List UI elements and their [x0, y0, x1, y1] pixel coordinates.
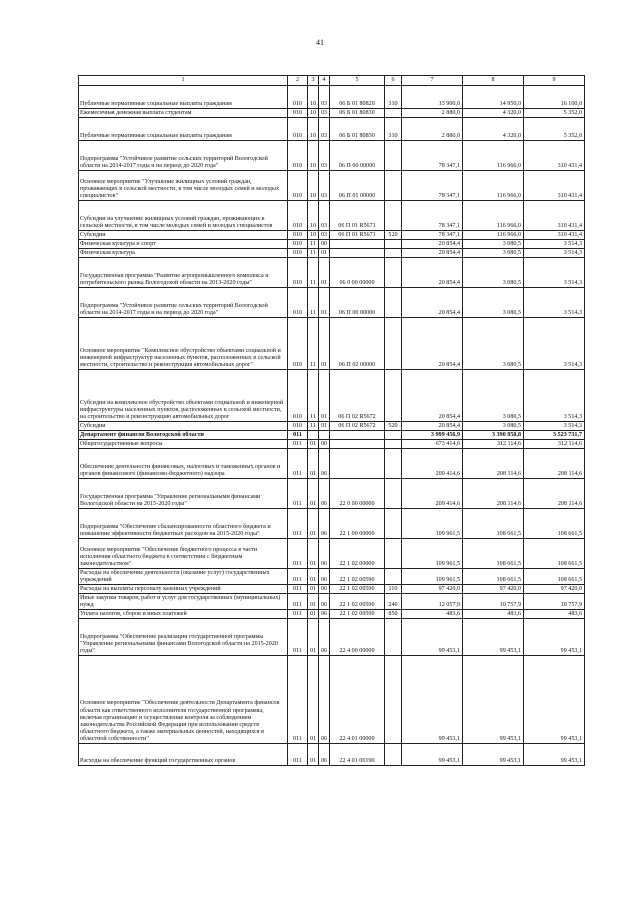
table-row: [79, 610, 585, 619]
row-rz-cell: 01: [308, 619, 319, 656]
row-vr-cell: [385, 431, 402, 440]
row-amount-2-cell: 3 080,5: [463, 370, 524, 422]
row-amount-1-cell: 20 854,4: [402, 422, 463, 431]
row-vr-cell: 520: [385, 422, 402, 431]
row-pr-cell: 01: [319, 370, 330, 422]
row-name-cell: Обеспечение деятельности финансовых, налоговых и таможенных органов и органов финансового (финансово-бюджетного) надзора: [79, 449, 288, 479]
row-name-cell: Подпрограмма "Обеспечение сбалансированности областного бюджета и повышение эффективности бюджетных расходов на 2015-2020 годы": [79, 509, 288, 539]
row-name-cell: Расходы на обеспечение деятельности (оказание услуг) государственных учреждений: [79, 569, 288, 585]
row-rz-cell: 01: [308, 569, 319, 585]
row-amount-1-cell: 99 453,1: [402, 619, 463, 656]
row-name-cell: Физическая культура: [79, 249, 288, 258]
row-vid-cell: 010: [288, 109, 308, 118]
row-amount-3-cell: 108 661,5: [524, 509, 585, 539]
row-rz-cell: 01: [308, 479, 319, 509]
row-csr-cell: 06 П 01 00000: [330, 171, 385, 201]
row-name-cell: Подпрограмма "Устойчивое развитие сельских территорий Вологодской области на 2014-2017 годы и на период до 2020 года": [79, 141, 288, 171]
row-csr-cell: 06 Б 01 80820: [330, 86, 385, 109]
row-rz-cell: 01: [308, 610, 319, 619]
row-amount-2-cell: 3 080,5: [463, 258, 524, 288]
row-amount-3-cell: 312 114,6: [524, 440, 585, 449]
table-row: [79, 318, 585, 370]
row-name-cell: Государственная программа "Развитие агропромышленного комплекса и потребительского рынка Вологодской области на 2013-2020 годы": [79, 258, 288, 288]
row-csr-cell: 22 4 01 00190: [330, 744, 385, 766]
row-amount-1-cell: 78 347,1: [402, 201, 463, 231]
row-amount-2-cell: 108 661,5: [463, 509, 524, 539]
row-vid-cell: 010: [288, 86, 308, 109]
table-row: [79, 744, 585, 766]
row-vr-cell: [385, 440, 402, 449]
row-csr-cell: 22 1 02 00590: [330, 594, 385, 610]
table-row: [79, 288, 585, 318]
table-row: [79, 585, 585, 594]
row-name-cell: Подпрограмма "Обеспечение реализации государственной программы "Управление региональными финансами Вологодской области на 2015-2020 годы": [79, 619, 288, 656]
row-rz-cell: 01: [308, 594, 319, 610]
table-row: [79, 109, 585, 118]
row-amount-3-cell: 483,6: [524, 610, 585, 619]
row-csr-cell: 22 1 02 00590: [330, 610, 385, 619]
row-csr-cell: 22 1 02 00590: [330, 569, 385, 585]
column-header-4: 4: [319, 76, 330, 86]
row-name-cell: Публичные нормативные социальные выплаты гражданам: [79, 118, 288, 141]
budget-table: [78, 75, 585, 766]
row-name-cell: Публичные нормативные социальные выплаты гражданам: [79, 86, 288, 109]
row-amount-3-cell: 10 757,9: [524, 594, 585, 610]
row-amount-3-cell: 3 514,3: [524, 258, 585, 288]
table-row: [79, 539, 585, 569]
row-name-cell: Основное мероприятие "Обеспечение бюджетного процесса в части исполнения областного бюджета в соответствии с бюджетным законодательством": [79, 539, 288, 569]
row-csr-cell: 06 0 00 00000: [330, 258, 385, 288]
row-csr-cell: 22 1 02 00000: [330, 539, 385, 569]
row-csr-cell: 06 П 01 R5671: [330, 201, 385, 231]
row-pr-cell: 06: [319, 656, 330, 744]
row-csr-cell: [330, 449, 385, 479]
row-vid-cell: 011: [288, 656, 308, 744]
row-pr-cell: 03: [319, 171, 330, 201]
row-rz-cell: 11: [308, 240, 319, 249]
row-csr-cell: 06 Б 01 80830: [330, 109, 385, 118]
table-row: [79, 370, 585, 422]
row-name-cell: Субсидии на улучшение жилищных условий граждан, проживающих в сельской местности, в том числе молодых семей и молодых специалистов: [79, 201, 288, 231]
row-pr-cell: 06: [319, 619, 330, 656]
row-vid-cell: 011: [288, 594, 308, 610]
row-pr-cell: 06: [319, 509, 330, 539]
row-csr-cell: [330, 240, 385, 249]
row-rz-cell: 11: [308, 318, 319, 370]
column-header-7: 7: [402, 76, 463, 86]
row-vid-cell: 011: [288, 479, 308, 509]
row-csr-cell: 22 4 00 00000: [330, 619, 385, 656]
row-rz-cell: 10: [308, 86, 319, 109]
row-amount-1-cell: 20 854,4: [402, 288, 463, 318]
row-vid-cell: 010: [288, 370, 308, 422]
page-number: 41: [316, 38, 324, 47]
row-vr-cell: [385, 249, 402, 258]
row-amount-2-cell: 99 453,1: [463, 619, 524, 656]
row-amount-2-cell: 3 080,5: [463, 318, 524, 370]
row-pr-cell: 01: [319, 318, 330, 370]
row-csr-cell: 06 П 00 00000: [330, 141, 385, 171]
row-rz-cell: [308, 431, 319, 440]
row-csr-cell: 22 1 00 00000: [330, 509, 385, 539]
table-row: [79, 86, 585, 109]
row-amount-3-cell: 310 431,4: [524, 231, 585, 240]
row-vid-cell: 010: [288, 422, 308, 431]
row-rz-cell: 01: [308, 744, 319, 766]
column-header-3: 3: [308, 76, 319, 86]
row-vid-cell: 011: [288, 539, 308, 569]
row-amount-2-cell: 3 080,5: [463, 288, 524, 318]
row-amount-1-cell: 97 420,0: [402, 585, 463, 594]
row-amount-2-cell: 208 114,6: [463, 449, 524, 479]
row-vid-cell: 011: [288, 610, 308, 619]
row-rz-cell: 10: [308, 231, 319, 240]
row-csr-cell: 22 4 01 00000: [330, 656, 385, 744]
row-amount-2-cell: 10 757,9: [463, 594, 524, 610]
row-rz-cell: 01: [308, 539, 319, 569]
row-amount-1-cell: 209 414,6: [402, 479, 463, 509]
row-vr-cell: [385, 449, 402, 479]
row-pr-cell: 01: [319, 288, 330, 318]
row-pr-cell: 06: [319, 594, 330, 610]
row-amount-2-cell: 99 453,1: [463, 744, 524, 766]
row-csr-cell: [330, 249, 385, 258]
row-csr-cell: [330, 440, 385, 449]
row-amount-2-cell: 3 080,5: [463, 422, 524, 431]
row-amount-2-cell: 99 453,1: [463, 656, 524, 744]
table-row: [79, 258, 585, 288]
row-amount-2-cell: 4 320,0: [463, 109, 524, 118]
table-row: [79, 249, 585, 258]
row-vr-cell: 310: [385, 118, 402, 141]
row-amount-3-cell: 99 453,1: [524, 619, 585, 656]
row-amount-2-cell: 116 966,0: [463, 171, 524, 201]
row-pr-cell: 00: [319, 440, 330, 449]
row-amount-3-cell: 208 114,6: [524, 479, 585, 509]
row-name-cell: Ежемесячная денежная выплата студентам: [79, 109, 288, 118]
row-rz-cell: 11: [308, 422, 319, 431]
row-amount-3-cell: 310 431,4: [524, 201, 585, 231]
row-name-cell: Основное мероприятие "Комплексное обустройство объектами социальной и инженерной инфраструктур населенных пунктов, расположенных в сельской местности, строительство и реконструкция автомобильных дорог": [79, 318, 288, 370]
row-amount-3-cell: 99 453,1: [524, 656, 585, 744]
row-pr-cell: 01: [319, 258, 330, 288]
row-vid-cell: 010: [288, 318, 308, 370]
row-vid-cell: 011: [288, 619, 308, 656]
row-amount-3-cell: 3 514,3: [524, 240, 585, 249]
row-vr-cell: [385, 539, 402, 569]
row-amount-1-cell: 20 854,4: [402, 258, 463, 288]
row-name-cell: Департамент финансов Вологодской области: [79, 431, 288, 440]
row-pr-cell: 03: [319, 231, 330, 240]
row-rz-cell: 11: [308, 258, 319, 288]
table-row: [79, 619, 585, 656]
row-amount-1-cell: 2 880,0: [402, 118, 463, 141]
row-name-cell: Иные закупки товаров, работ и услуг для государственных (муниципальных) нужд: [79, 594, 288, 610]
row-vid-cell: 010: [288, 141, 308, 171]
row-amount-2-cell: 3 390 858,8: [463, 431, 524, 440]
row-name-cell: Субсидии на комплексное обустройство объектами социальной и инженерной инфраструктуры населенных пунктов, расположенных в сельской местности, на строительство и реконструкцию автомобильных дорог: [79, 370, 288, 422]
row-vid-cell: 011: [288, 569, 308, 585]
row-pr-cell: 03: [319, 201, 330, 231]
row-csr-cell: [330, 431, 385, 440]
row-rz-cell: 11: [308, 249, 319, 258]
row-vr-cell: [385, 744, 402, 766]
row-amount-1-cell: 99 453,1: [402, 744, 463, 766]
row-amount-2-cell: 116 966,0: [463, 231, 524, 240]
row-vr-cell: 110: [385, 585, 402, 594]
row-name-cell: Подпрограмма "Устойчивое развитие сельских территорий Вологодской области на 2014-2017 годы и на период до 2020 года": [79, 288, 288, 318]
row-pr-cell: 06: [319, 449, 330, 479]
row-amount-2-cell: 116 966,0: [463, 201, 524, 231]
row-vr-cell: [385, 141, 402, 171]
row-rz-cell: 11: [308, 288, 319, 318]
row-name-cell: Расходы на обеспечение функций государственных органов: [79, 744, 288, 766]
row-csr-cell: 06 П 01 R5671: [330, 231, 385, 240]
row-vid-cell: 011: [288, 440, 308, 449]
table-header-row: [79, 76, 585, 86]
row-amount-3-cell: 3 514,3: [524, 370, 585, 422]
table-row: [79, 201, 585, 231]
row-vr-cell: [385, 370, 402, 422]
row-amount-3-cell: 97 420,0: [524, 585, 585, 594]
row-name-cell: Основное мероприятие "Улучшение жилищных условий граждан, проживающих в сельской местности, в том числе молодых семей и молодых специалистов": [79, 171, 288, 201]
row-amount-1-cell: 109 961,5: [402, 539, 463, 569]
row-amount-2-cell: 4 320,0: [463, 118, 524, 141]
row-vr-cell: [385, 479, 402, 509]
row-amount-1-cell: 78 347,1: [402, 141, 463, 171]
row-vr-cell: [385, 619, 402, 656]
row-amount-2-cell: 97 420,0: [463, 585, 524, 594]
row-amount-3-cell: 3 514,3: [524, 318, 585, 370]
table-row: [79, 118, 585, 141]
row-name-cell: Основное мероприятие "Обеспечение деятельности Департамента финансов области как ответственного исполнителя государственной программы, включая организацию и осуществление контроля за соблюдением законодательства Российской Федерации при использовании средств областного бюджета, а также материальных ценностей, находящихся в областной собственности": [79, 656, 288, 744]
row-amount-3-cell: 310 431,4: [524, 171, 585, 201]
row-amount-3-cell: 5 352,0: [524, 118, 585, 141]
row-amount-2-cell: 312 114,6: [463, 440, 524, 449]
row-pr-cell: 03: [319, 86, 330, 109]
row-amount-1-cell: 78 347,1: [402, 171, 463, 201]
row-vr-cell: [385, 171, 402, 201]
row-vid-cell: 011: [288, 431, 308, 440]
row-rz-cell: 10: [308, 118, 319, 141]
row-amount-1-cell: 3 999 456,9: [402, 431, 463, 440]
row-amount-2-cell: 108 661,5: [463, 569, 524, 585]
table-row: [79, 569, 585, 585]
row-vid-cell: 011: [288, 509, 308, 539]
row-vr-cell: 310: [385, 86, 402, 109]
row-pr-cell: 06: [319, 585, 330, 594]
row-csr-cell: 06 П 02 00000: [330, 318, 385, 370]
table-row: [79, 440, 585, 449]
row-pr-cell: 06: [319, 479, 330, 509]
row-amount-3-cell: 99 453,1: [524, 744, 585, 766]
row-csr-cell: 06 П 02 R5672: [330, 370, 385, 422]
column-header-6: 6: [385, 76, 402, 86]
row-rz-cell: 01: [308, 656, 319, 744]
row-csr-cell: 06 П 02 R5672: [330, 422, 385, 431]
row-amount-3-cell: 208 114,6: [524, 449, 585, 479]
row-rz-cell: 10: [308, 109, 319, 118]
row-name-cell: Государственная программа "Управление региональными финансами Вологодской области на 2015-2020 годы": [79, 479, 288, 509]
row-vid-cell: 010: [288, 258, 308, 288]
row-vid-cell: 010: [288, 288, 308, 318]
table-row: [79, 431, 585, 440]
row-csr-cell: 06 Б 01 80830: [330, 118, 385, 141]
row-amount-2-cell: 14 950,0: [463, 86, 524, 109]
row-vr-cell: 850: [385, 610, 402, 619]
column-header-1: 1: [79, 76, 288, 86]
row-amount-2-cell: 483,6: [463, 610, 524, 619]
row-amount-1-cell: 109 961,5: [402, 509, 463, 539]
row-pr-cell: 01: [319, 422, 330, 431]
row-pr-cell: 03: [319, 118, 330, 141]
row-amount-3-cell: 5 352,0: [524, 109, 585, 118]
row-pr-cell: 06: [319, 569, 330, 585]
table-row: [79, 141, 585, 171]
row-pr-cell: 03: [319, 141, 330, 171]
row-vr-cell: [385, 201, 402, 231]
row-vr-cell: [385, 240, 402, 249]
column-header-9: 9: [524, 76, 585, 86]
row-name-cell: Общегосударственные вопросы: [79, 440, 288, 449]
row-amount-1-cell: 209 414,6: [402, 449, 463, 479]
row-pr-cell: 01: [319, 249, 330, 258]
row-amount-1-cell: 20 854,4: [402, 318, 463, 370]
row-amount-3-cell: 3 523 731,7: [524, 431, 585, 440]
row-amount-1-cell: 12 057,9: [402, 594, 463, 610]
table-body: [79, 86, 585, 766]
row-amount-3-cell: 3 514,3: [524, 249, 585, 258]
row-amount-3-cell: 108 661,5: [524, 539, 585, 569]
row-amount-2-cell: 3 080,5: [463, 249, 524, 258]
row-vid-cell: 010: [288, 240, 308, 249]
row-pr-cell: 06: [319, 539, 330, 569]
row-vr-cell: [385, 509, 402, 539]
row-amount-2-cell: 208 114,6: [463, 479, 524, 509]
row-name-cell: Расходы на выплаты персоналу казенных учреждений: [79, 585, 288, 594]
row-vr-cell: [385, 109, 402, 118]
table-row: [79, 449, 585, 479]
row-amount-3-cell: 3 514,3: [524, 422, 585, 431]
row-rz-cell: 01: [308, 449, 319, 479]
row-rz-cell: 01: [308, 440, 319, 449]
row-rz-cell: 10: [308, 141, 319, 171]
row-vr-cell: 520: [385, 231, 402, 240]
row-amount-1-cell: 20 854,4: [402, 240, 463, 249]
row-vid-cell: 011: [288, 449, 308, 479]
table-row: [79, 479, 585, 509]
row-vr-cell: [385, 258, 402, 288]
row-amount-1-cell: 20 854,4: [402, 249, 463, 258]
row-vid-cell: 011: [288, 744, 308, 766]
row-amount-1-cell: 20 854,4: [402, 370, 463, 422]
table-row: [79, 509, 585, 539]
table-row: [79, 171, 585, 201]
row-vid-cell: 010: [288, 171, 308, 201]
row-pr-cell: [319, 431, 330, 440]
row-amount-1-cell: 13 900,0: [402, 86, 463, 109]
row-name-cell: Субсидии: [79, 422, 288, 431]
row-pr-cell: 06: [319, 610, 330, 619]
row-amount-3-cell: 310 431,4: [524, 141, 585, 171]
row-name-cell: Уплата налогов, сборов и иных платежей: [79, 610, 288, 619]
row-amount-2-cell: 116 966,0: [463, 141, 524, 171]
column-header-8: 8: [463, 76, 524, 86]
table-row: [79, 656, 585, 744]
row-vid-cell: 010: [288, 118, 308, 141]
table-row: [79, 240, 585, 249]
column-header-2: 2: [288, 76, 308, 86]
row-amount-2-cell: 3 080,5: [463, 240, 524, 249]
row-name-cell: Физическая культура и спорт: [79, 240, 288, 249]
budget-table-container: [78, 75, 584, 766]
row-amount-3-cell: 108 661,5: [524, 569, 585, 585]
row-vid-cell: 010: [288, 249, 308, 258]
row-amount-3-cell: 16 100,0: [524, 86, 585, 109]
row-vr-cell: [385, 569, 402, 585]
row-vr-cell: 240: [385, 594, 402, 610]
table-row: [79, 594, 585, 610]
row-csr-cell: 22 0 00 00000: [330, 479, 385, 509]
row-rz-cell: 01: [308, 585, 319, 594]
row-rz-cell: 10: [308, 201, 319, 231]
row-pr-cell: 03: [319, 109, 330, 118]
row-rz-cell: 01: [308, 509, 319, 539]
row-vr-cell: [385, 288, 402, 318]
row-rz-cell: 10: [308, 171, 319, 201]
row-amount-1-cell: 78 347,1: [402, 231, 463, 240]
row-csr-cell: 22 1 02 00590: [330, 585, 385, 594]
row-amount-3-cell: 3 514,3: [524, 288, 585, 318]
row-amount-1-cell: 673 414,6: [402, 440, 463, 449]
row-vid-cell: 011: [288, 585, 308, 594]
table-row: [79, 231, 585, 240]
row-vid-cell: 010: [288, 231, 308, 240]
table-row: [79, 422, 585, 431]
row-vid-cell: 010: [288, 201, 308, 231]
row-vr-cell: [385, 656, 402, 744]
row-amount-1-cell: 99 453,1: [402, 656, 463, 744]
row-csr-cell: 06 П 00 00000: [330, 288, 385, 318]
row-rz-cell: 11: [308, 370, 319, 422]
row-pr-cell: 06: [319, 744, 330, 766]
row-amount-2-cell: 108 661,5: [463, 539, 524, 569]
row-amount-1-cell: 483,6: [402, 610, 463, 619]
row-amount-1-cell: 109 961,5: [402, 569, 463, 585]
row-vr-cell: [385, 318, 402, 370]
row-amount-1-cell: 2 880,0: [402, 109, 463, 118]
row-pr-cell: 00: [319, 240, 330, 249]
row-name-cell: Субсидии: [79, 231, 288, 240]
column-header-5: 5: [330, 76, 385, 86]
